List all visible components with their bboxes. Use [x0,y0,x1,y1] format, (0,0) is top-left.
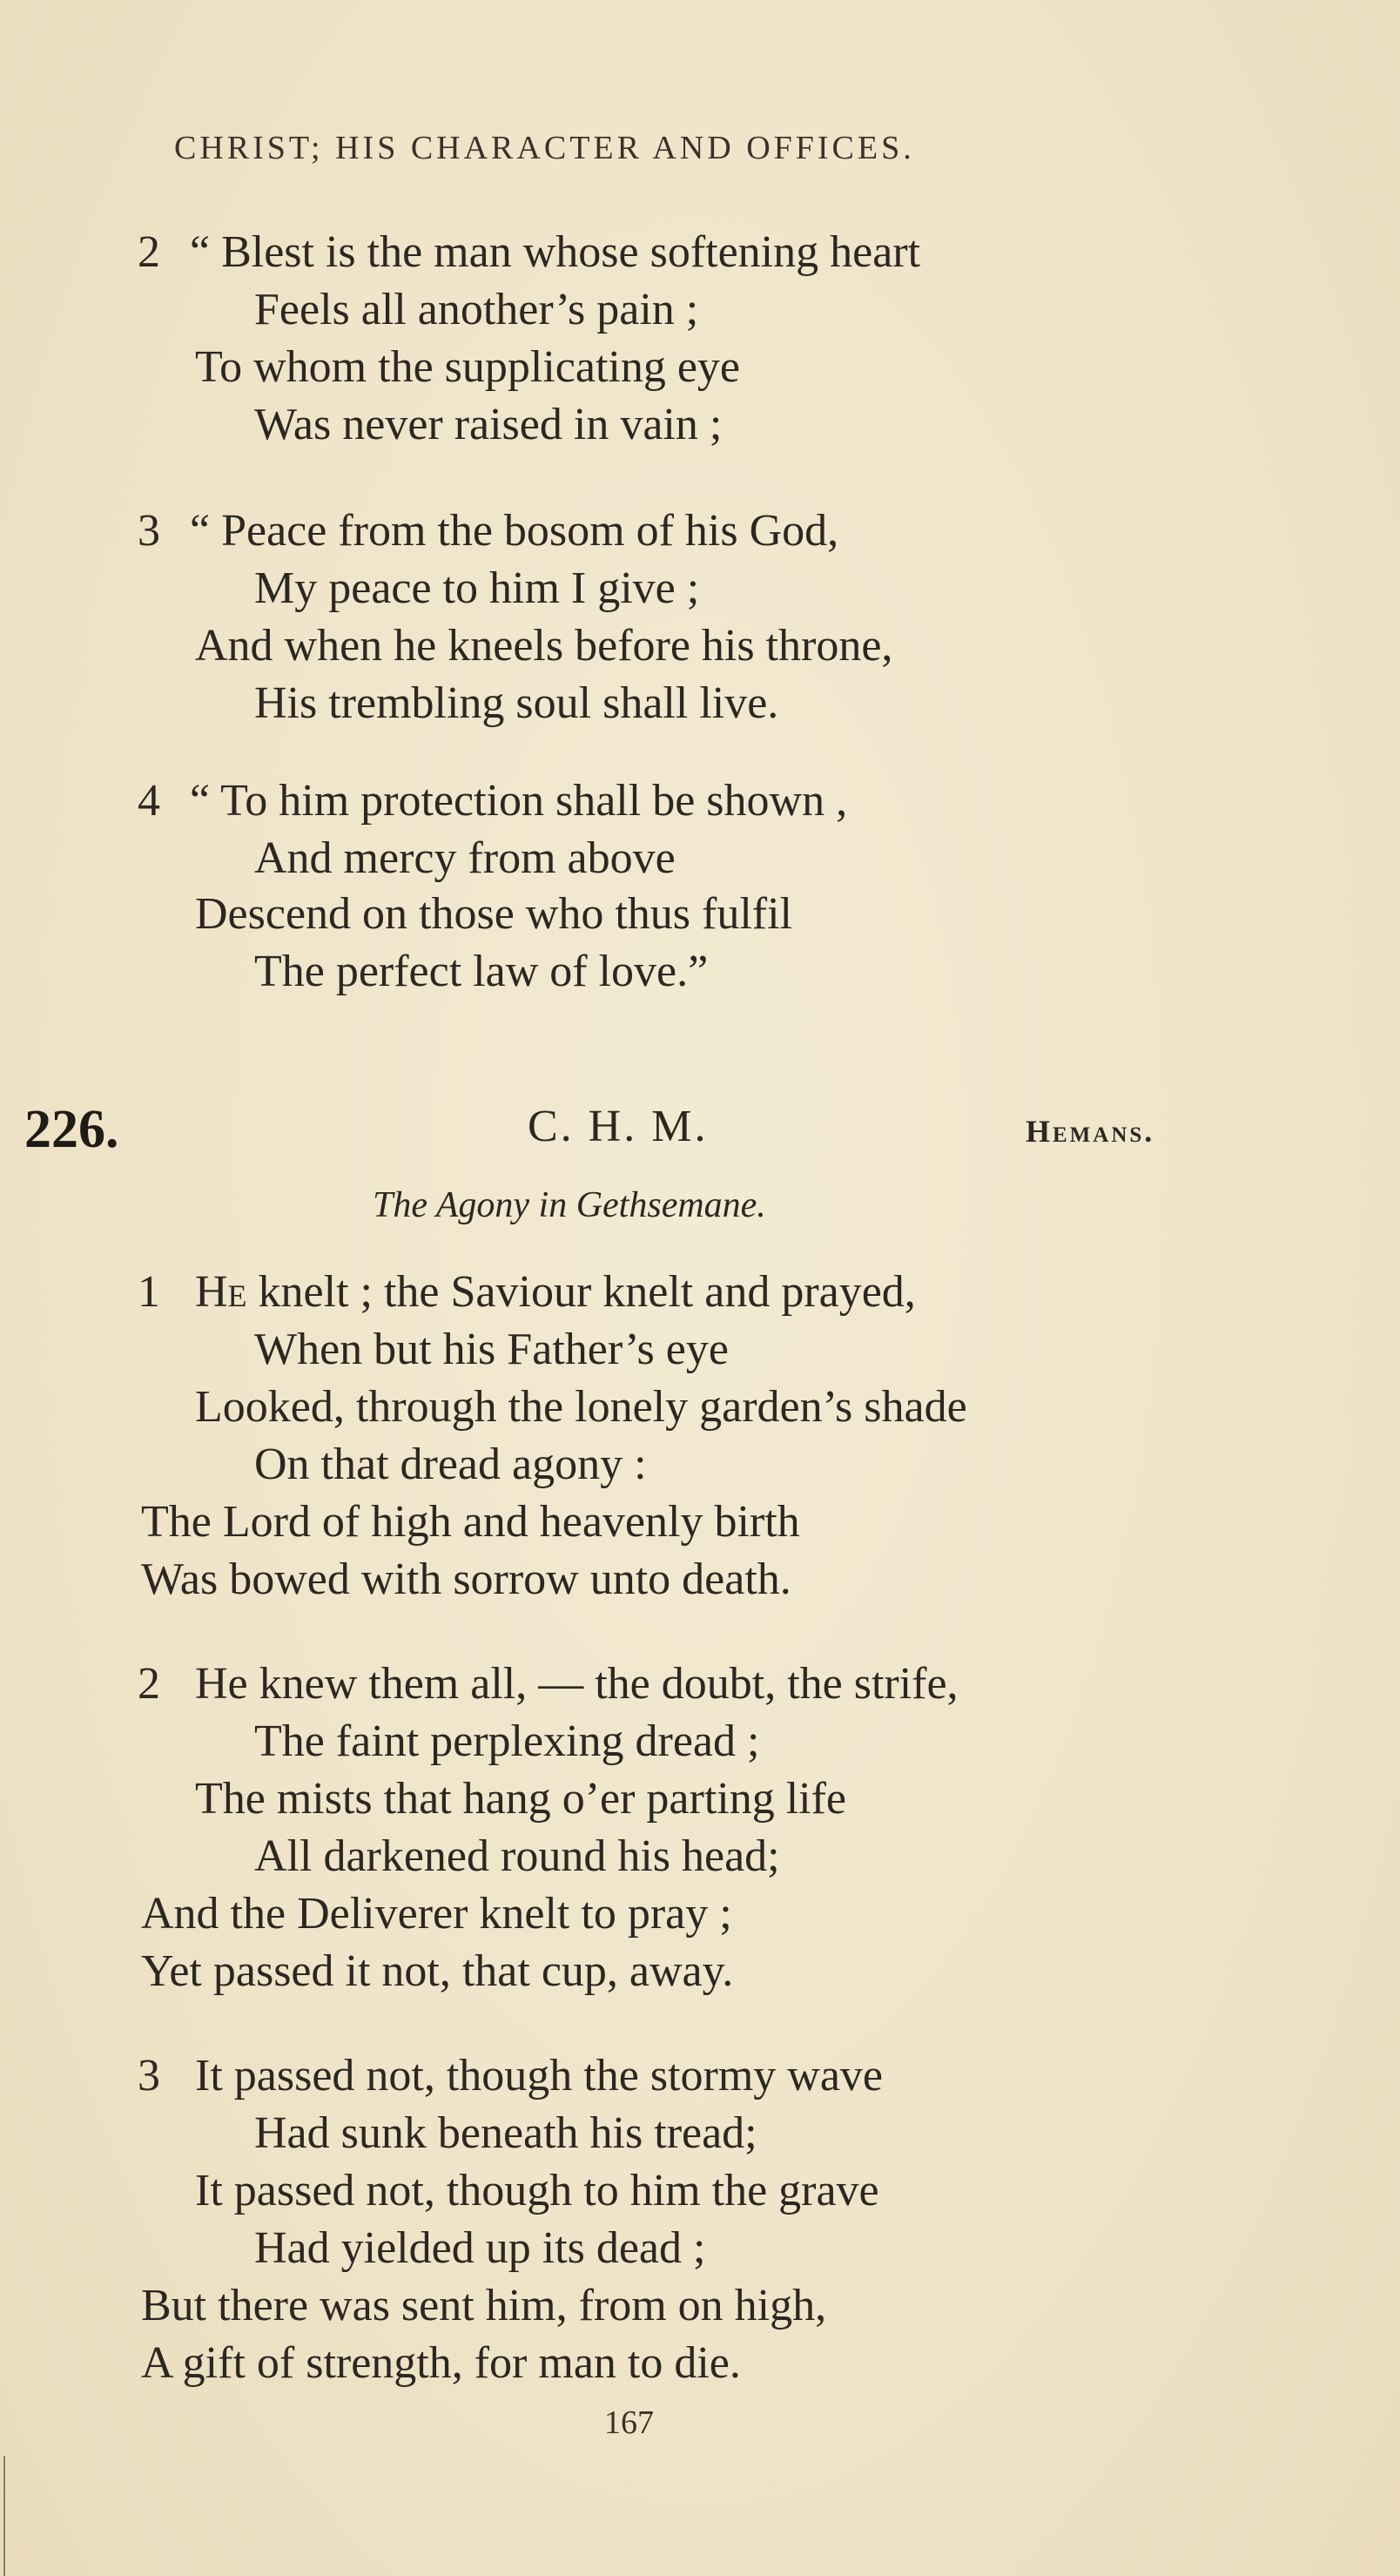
verse-line-rest: knelt ; the Saviour knelt and prayed, [246,1267,916,1317]
verse-line: “ To him protection shall be shown , [190,776,848,826]
page-edge-mark [3,2456,5,2576]
verse-line: And the Deliverer knelt to pray ; [141,1889,732,1939]
verse-line: He knew them all, — the doubt, the strife, [195,1659,959,1709]
verse-line: Had sunk beneath his tread; [254,2108,757,2158]
verse-line: His trembling soul shall live. [254,678,779,728]
verse-line: Yet passed it not, that cup, away. [141,1946,734,1996]
verse-line [195,1263,916,1322]
hymn-meter: C. H. M. [528,1102,709,1151]
verse-line: It passed not, though to him the grave [195,2166,879,2215]
verse-line: And when he kneels before his throne, [195,621,893,671]
verse-line: All darkened round his head; [254,1831,780,1881]
hymn-author: Hemans. [1026,1114,1155,1149]
stanza-number: 4 [138,776,160,826]
hymn-title: The Agony in Gethsemane. [373,1185,766,1225]
verse-line: And mercy from above [254,833,676,883]
verse-line: It passed not, though the stormy wave [195,2051,883,2101]
stanza-number: 1 [138,1267,160,1317]
verse-line: “ Blest is the man whose softening heart [190,227,921,277]
verse-line: On that dread agony : [254,1440,647,1489]
verse-line: Was never raised in vain ; [254,400,723,449]
stanza-number: 3 [138,2051,160,2101]
verse-line: Was bowed with sorrow unto death. [141,1554,791,1604]
hymn-number: 226. [24,1100,119,1159]
verse-line: Had yielded up its dead ; [254,2223,706,2273]
stanza-number: 2 [138,1659,160,1709]
verse-line: When but his Father’s eye [254,1325,729,1374]
verse-line: Descend on those who thus fulfil [195,889,793,939]
running-head: CHRIST; HIS CHARACTER AND OFFICES. [174,130,915,166]
verse-line: My peace to him I give ; [254,563,700,613]
first-word-caps: He [195,1267,247,1317]
verse-line: But there was sent him, from on high, [141,2281,827,2330]
verse-line: The faint perplexing dread ; [254,1716,760,1766]
verse-line: Looked, through the lonely garden’s shade [195,1382,967,1432]
verse-line: The perfect law of love.” [254,947,709,996]
verse-line: “ Peace from the bosom of his God, [190,506,839,556]
page-number: 167 [604,2404,654,2441]
stanza-number: 2 [138,227,160,277]
verse-line: The mists that hang o’er parting life [195,1774,847,1824]
verse-line: The Lord of high and heavenly birth [141,1497,800,1547]
verse-line: To whom the supplicating eye [195,342,741,392]
verse-line: A gift of strength, for man to die. [141,2338,741,2388]
verse-line: Feels all another’s pain ; [254,285,699,334]
stanza-number: 3 [138,506,160,556]
